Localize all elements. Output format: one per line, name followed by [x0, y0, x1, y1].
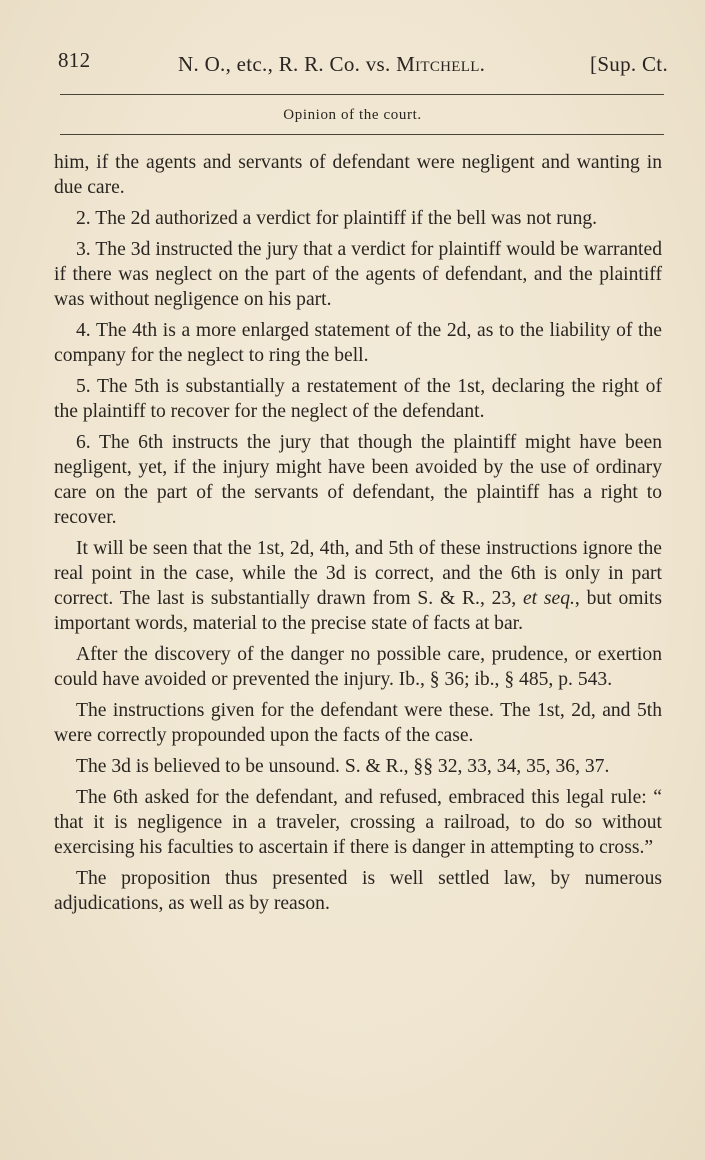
paragraph-settled-law: The proposition thus presented is well settled law, by numerous adjudications, as well as by reason.: [54, 868, 662, 914]
page-number: 812: [58, 48, 91, 72]
header-rule-top: [60, 94, 664, 95]
section-subheading: Opinion of the court.: [283, 107, 422, 123]
paragraph-6: 6. The 6th instructs the jury that though the plaintiff might have been negligent, yet, if the injury might have been avoided by the use of ordinary care on the part of the servants of defendant, the plaintiff has a right to recover.: [54, 432, 662, 528]
paragraph-7-italic: et seq.: [522, 588, 575, 609]
running-title-name: Mitchell.: [396, 52, 486, 76]
paragraph-7-part-1: It will be seen that the 1st, 2d, 4th, and 5th of these instructions ignore the real point in the case, while the 3d is correct, and the 6th is only in part correct. The last is substantially drawn from S. & R., 23,: [54, 538, 662, 609]
paragraph-3: 3. The 3d instructed the jury that a verdict for plaintiff would be warranted if there was neglect on the part of the agents of defendant, and the plaintiff was without negligence on his part.: [54, 239, 662, 310]
paragraph-continuation: him, if the agents and servants of defendant were negligent and wanting in due care.: [54, 152, 662, 198]
running-title-prefix: N. O., etc., R. R. Co. vs.: [178, 52, 397, 76]
court-label: [Sup. Ct.: [590, 52, 668, 76]
paragraph-sixth-refused: The 6th asked for the defendant, and refused, embraced this legal rule: “ that it is negligence in a traveler, crossing a railroad, to do so without exercising his faculties to ascertain if there is danger in attempting to cross.”: [54, 787, 662, 858]
running-header: [58, 48, 668, 84]
paragraph-instructions-review: [54, 536, 662, 636]
paragraph-5: 5. The 5th is substantially a restatement of the 1st, declaring the right of the plaintiff to recover for the neglect of the defendant.: [54, 376, 662, 422]
header-rule-bottom: [60, 134, 664, 135]
paragraph-4: 4. The 4th is a more enlarged statement of the 2d, as to the liability of the company for the neglect to ring the bell.: [54, 320, 662, 366]
body-text: [54, 150, 662, 922]
paragraph-7-part-2: , but omits important words, material to the precise state of facts at bar.: [54, 588, 663, 634]
paragraph-discovery: After the discovery of the danger no possible care, prudence, or exertion could have avoided or prevented the injury. Ib., § 36; ib., § 485, p. 543.: [54, 644, 662, 690]
paragraph-defendant-instructions: The instructions given for the defendant were these. The 1st, 2d, and 5th were correctly propounded upon the facts of the case.: [54, 700, 662, 746]
running-title: [178, 52, 485, 77]
paragraph-third-unsound: The 3d is believed to be unsound. S. & R., §§ 32, 33, 34, 35, 36, 37.: [76, 756, 610, 777]
paragraph-2: 2. The 2d authorized a verdict for plaintiff if the bell was not rung.: [76, 208, 598, 229]
